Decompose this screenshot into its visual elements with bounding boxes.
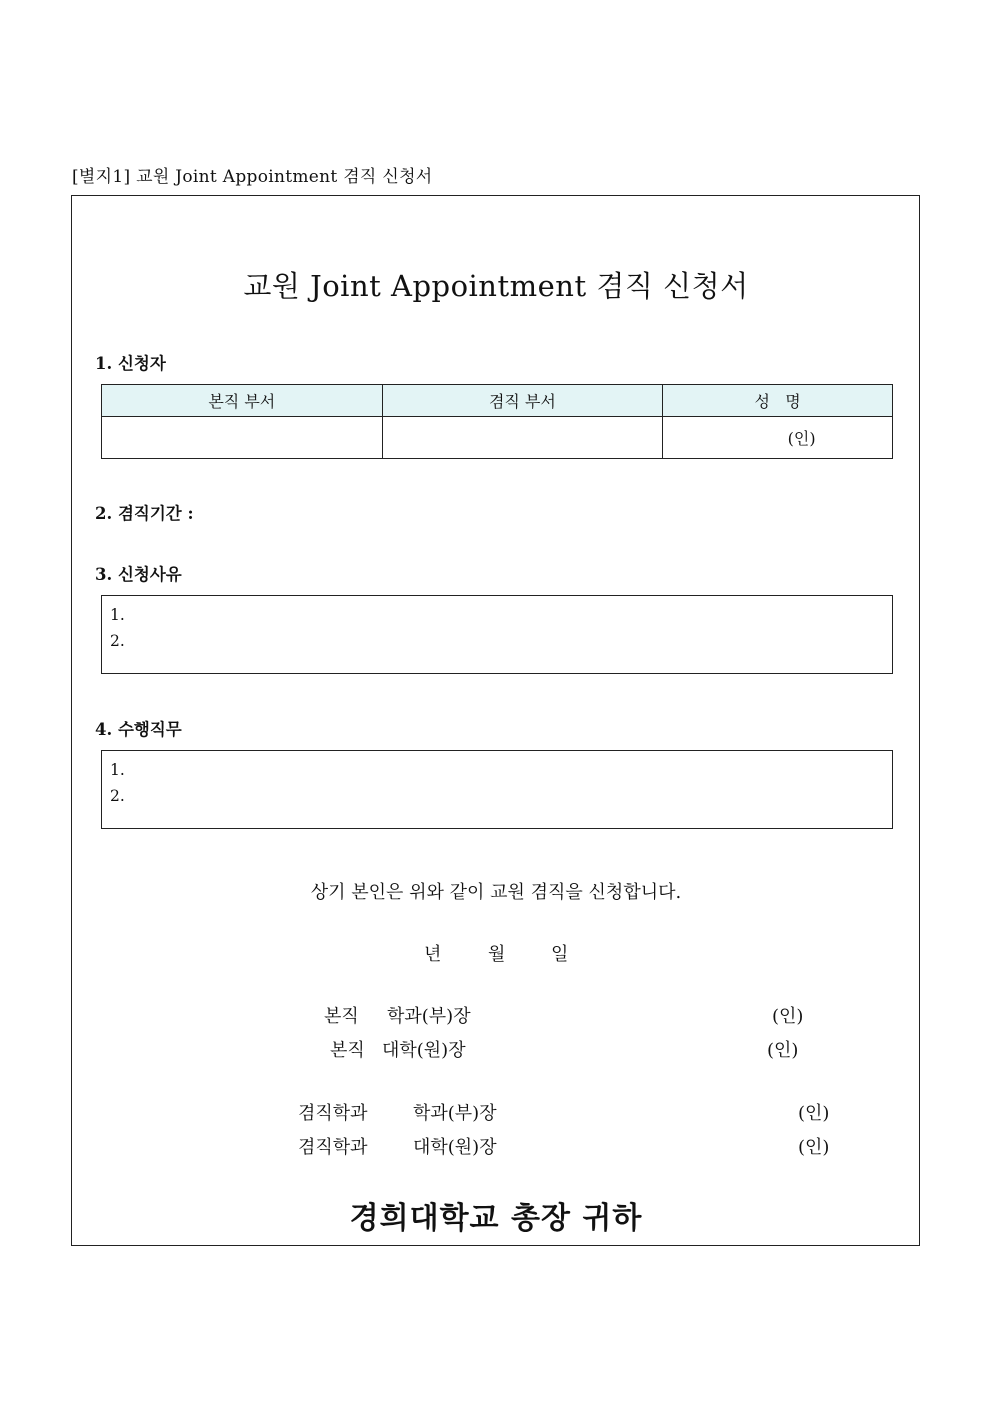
duties-box[interactable] <box>101 750 893 829</box>
duties-item-1: 1. <box>110 761 125 779</box>
section-duties-heading: 4. 수행직무 <box>95 720 182 739</box>
header-name: 성 명 <box>663 385 893 417</box>
applicant-table-header <box>102 385 893 417</box>
sig-1-seal: (인) <box>772 1006 804 1027</box>
date-month: 월 <box>488 944 506 965</box>
header-home-department: 본직 부서 <box>102 385 383 417</box>
annex-label: [별지1] 교원 Joint Appointment 겸직 신청서 <box>72 167 433 187</box>
applicant-table <box>101 384 893 459</box>
sig-4-seal: (인) <box>798 1137 830 1158</box>
sig-2-affiliation: 본직 <box>330 1040 365 1061</box>
applicant-table-row <box>102 417 893 459</box>
section-applicant-heading: 1. 신청자 <box>95 354 166 373</box>
sig-1-role: 학과(부)장 <box>387 1006 471 1027</box>
name-field[interactable] <box>663 417 893 459</box>
application-statement: 상기 본인은 위와 같이 교원 겸직을 신청합니다. <box>310 882 682 903</box>
sig-3-role: 학과(부)장 <box>413 1103 497 1124</box>
duties-item-2: 2. <box>110 787 125 805</box>
name-seal-mark: (인) <box>787 429 816 448</box>
date-day: 일 <box>551 944 569 965</box>
section-reason-heading: 3. 신청사유 <box>95 565 182 584</box>
sig-1-affiliation: 본직 <box>324 1006 359 1027</box>
sig-2-seal: (인) <box>767 1040 799 1061</box>
date-year: 년 <box>424 944 442 965</box>
section-period-heading: 2. 겸직기간 : <box>95 504 194 523</box>
sig-3-affiliation: 겸직학과 <box>298 1103 368 1124</box>
sig-4-role: 대학(원)장 <box>413 1137 497 1158</box>
reason-item-1: 1. <box>110 606 125 624</box>
form-title: 교원 Joint Appointment 겸직 신청서 <box>243 269 749 303</box>
addressee: 경희대학교 총장 귀하 <box>349 1201 643 1236</box>
home-department-field[interactable] <box>102 417 383 459</box>
reason-box[interactable] <box>101 595 893 674</box>
reason-item-2: 2. <box>110 632 125 650</box>
joint-department-field[interactable] <box>382 417 663 459</box>
form-frame <box>71 195 920 1246</box>
sig-2-role: 대학(원)장 <box>382 1040 466 1061</box>
sig-4-affiliation: 겸직학과 <box>298 1137 368 1158</box>
sig-3-seal: (인) <box>798 1103 830 1124</box>
header-joint-department: 겸직 부서 <box>382 385 663 417</box>
